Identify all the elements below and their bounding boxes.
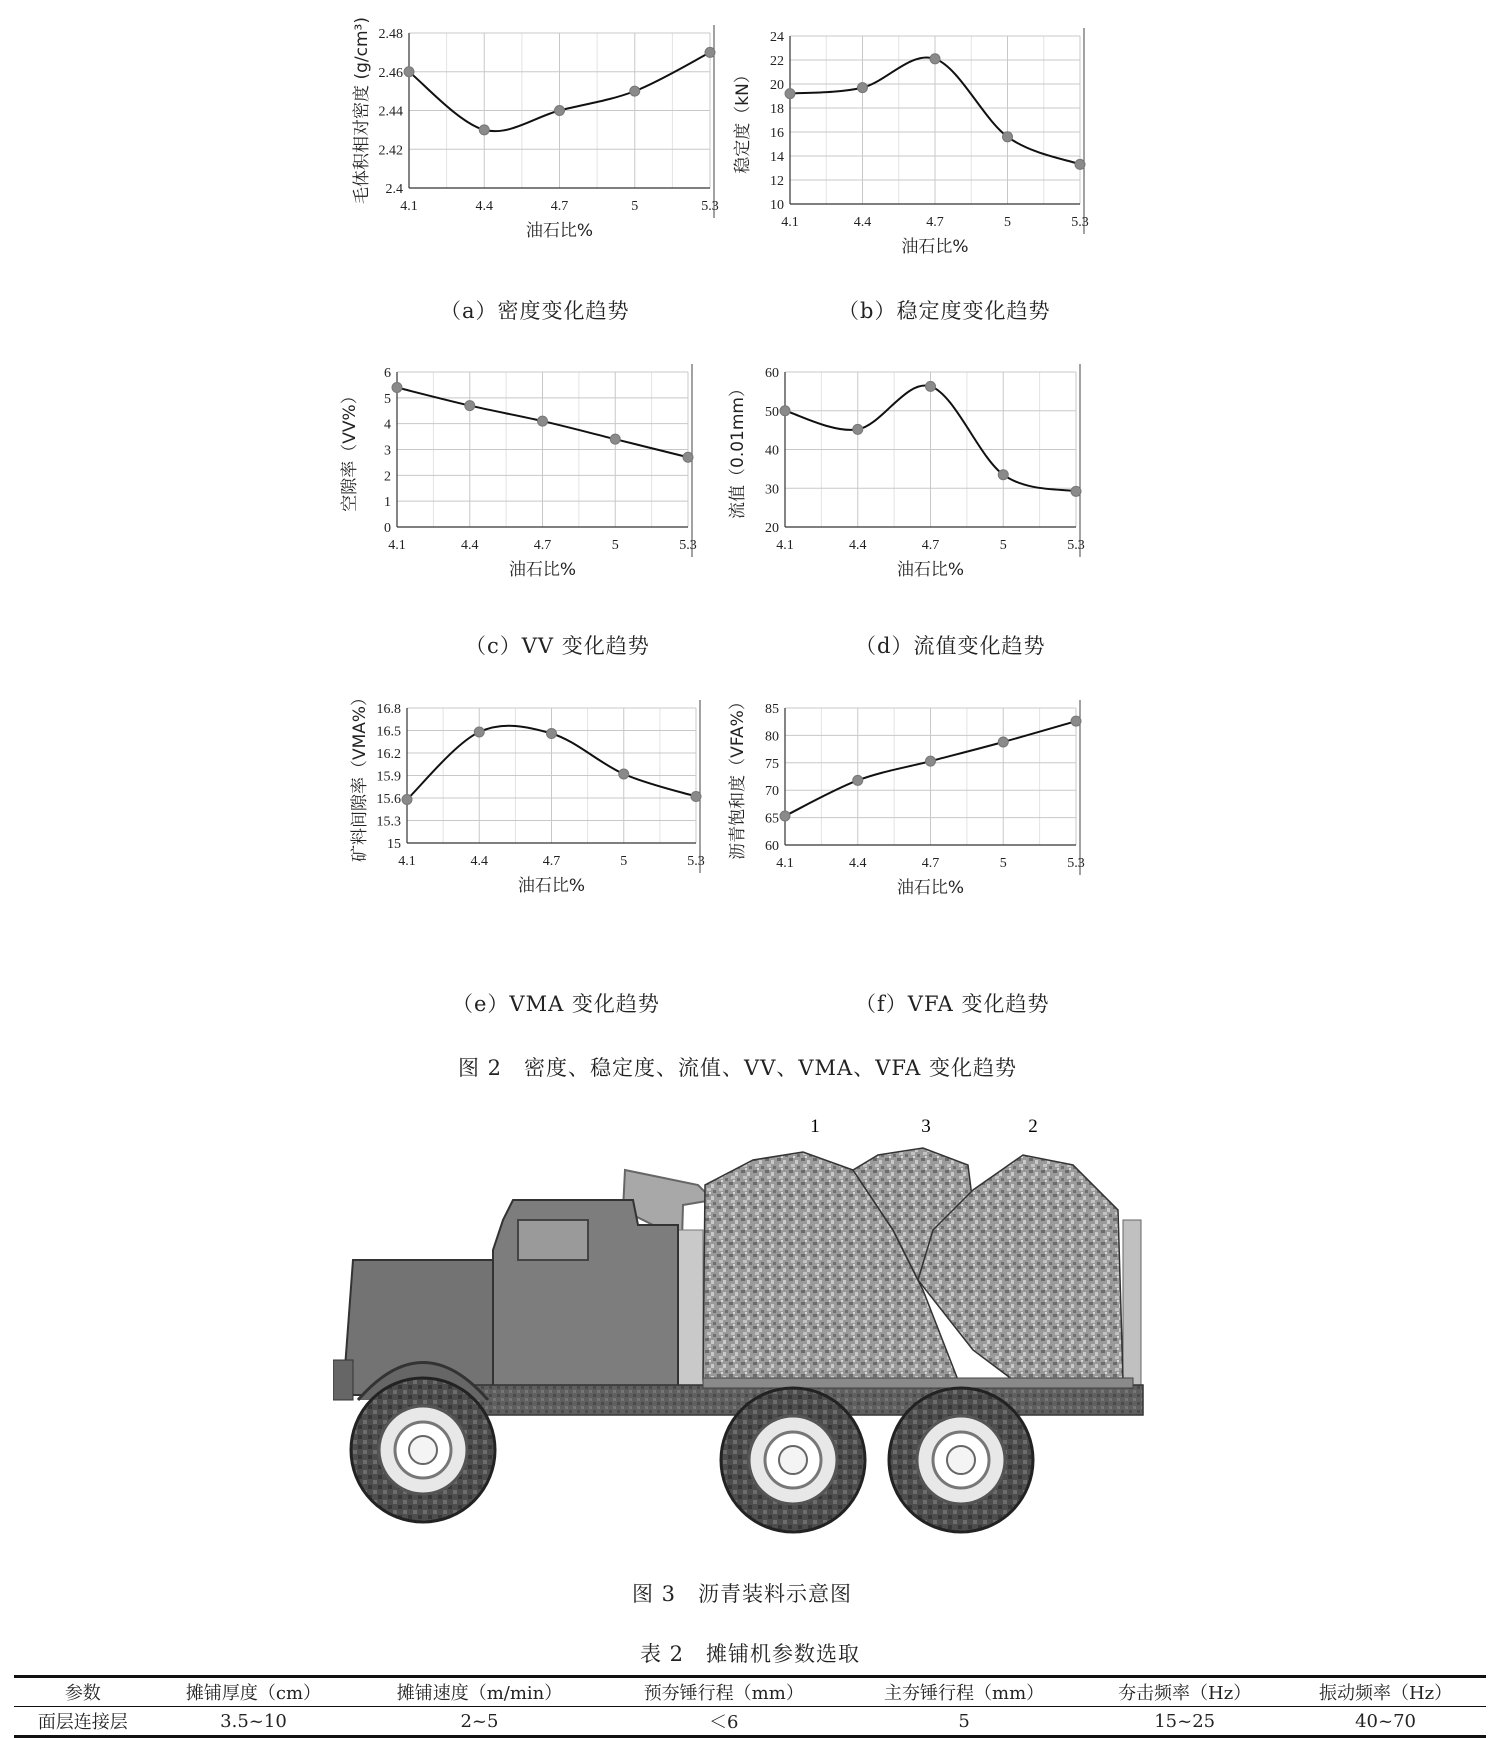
chart-f [728,688,1140,953]
y-tick-label: 6 [384,366,391,381]
data-point [392,383,402,393]
y-axis-label: 沥青饱和度（VFA%） [728,693,748,860]
y-axis-label: 毛体积相对密度 (g/cm³) [352,17,372,204]
subcaption-d: （d）流值变化趋势 [855,634,1046,658]
pile-label-3: 3 [921,1116,931,1137]
table-row [14,1707,1486,1737]
x-tick-label: 5.3 [679,538,697,553]
y-tick-label: 50 [765,404,779,420]
chart-a [352,18,752,263]
x-tick-label: 5.3 [701,199,719,214]
data-point [785,89,795,99]
y-tick-label: 5 [384,391,391,407]
chart-d [728,352,1140,597]
x-axis-label: 油石比% [896,560,965,580]
chart-c-svg [340,352,752,597]
header-cell: 参数 [64,1683,101,1704]
chart-f-svg [728,688,1140,953]
y-tick-label: 2.44 [378,104,403,120]
y-tick-label: 3 [384,443,391,459]
subcaption-a: （a）密度变化趋势 [440,299,630,323]
subcaption-e: （e）VMA 变化趋势 [452,992,660,1016]
data-point [691,792,701,802]
x-tick-label: 4.4 [475,199,493,214]
y-axis-label: 流值（0.01mm） [728,380,748,519]
data-point [619,769,629,779]
subcaption-c: （c）VV 变化趋势 [465,634,650,658]
subcaption-b: （b）稳定度变化趋势 [838,299,1051,323]
x-tick-label: 4.1 [388,538,406,553]
x-tick-label: 5 [999,538,1007,553]
chart-a-svg [352,18,752,263]
data-point [780,406,790,416]
pile-label-2: 2 [1028,1116,1038,1137]
data-point [404,67,414,77]
header-cell: 主夯锤行程（mm） [884,1683,1045,1704]
chart-d-svg [728,352,1140,597]
y-tick-label: 12 [770,174,784,189]
data-point [547,729,557,739]
y-axis-label: 稳定度（kN） [733,66,753,174]
y-tick-label: 16.8 [376,702,401,717]
table-cell: ＜6 [709,1712,739,1733]
x-tick-label: 4.1 [776,538,794,553]
x-tick-label: 4.4 [849,856,867,871]
chart-e-svg [352,688,752,953]
data-point [555,106,565,116]
data-point [630,86,640,96]
x-tick-label: 4.1 [781,215,799,230]
y-tick-label: 2.4 [385,182,403,197]
chart-b-svg [733,18,1140,263]
x-tick-label: 4.7 [542,854,561,869]
table-cell: 面层连接层 [37,1712,128,1733]
y-tick-label: 75 [765,756,779,772]
y-tick-label: 1 [384,495,391,511]
chart-e [352,688,752,953]
x-tick-label: 4.7 [921,856,940,871]
y-tick-label: 24 [770,30,784,45]
x-tick-label: 4.1 [398,854,416,869]
y-axis-label: 空隙率（VV%） [340,387,360,512]
data-point [538,416,548,426]
data-point [780,811,790,821]
x-axis-label: 油石比% [525,221,594,241]
y-tick-label: 15.6 [376,792,401,807]
header-cell: 摊铺速度（m/min） [396,1683,563,1704]
pile-label-1: 1 [810,1116,820,1137]
y-tick-label: 4 [384,417,391,433]
header-cell: 振动频率（Hz） [1318,1683,1453,1704]
x-tick-label: 5.3 [1067,856,1085,871]
data-point [402,795,412,805]
y-tick-label: 65 [765,811,779,827]
data-point [610,434,620,444]
y-tick-label: 0 [384,521,391,536]
y-tick-label: 10 [770,198,784,213]
x-tick-label: 4.1 [400,199,418,214]
y-tick-label: 2.46 [378,65,403,81]
y-tick-label: 80 [765,729,779,745]
y-tick-label: 30 [765,482,779,498]
y-tick-label: 40 [765,443,779,459]
x-tick-label: 5 [631,199,639,214]
chart-c [340,352,752,597]
data-point [926,381,936,391]
rear-wheel-1 [721,1388,865,1532]
bed-floor [703,1378,1133,1388]
paver-parameter-table [14,1675,1486,1738]
data-point [705,47,715,57]
table-cell: 2~5 [460,1710,499,1732]
data-point [683,452,693,462]
data-point [474,727,484,737]
table-cell: 40~70 [1355,1710,1416,1732]
rear-wheel-2 [889,1388,1033,1532]
table-header-row [14,1677,1486,1707]
data-point [465,401,475,411]
x-tick-label: 5.3 [687,854,705,869]
table-cell: 3.5~10 [220,1710,287,1732]
x-tick-label: 4.7 [550,199,569,214]
header-cell: 摊铺厚度（cm） [185,1683,322,1704]
y-tick-label: 15.9 [376,769,401,785]
y-axis-label: 矿料间隙率（VMA%） [350,688,370,863]
y-tick-label: 60 [765,366,779,381]
subcaption-f: （f）VFA 变化趋势 [855,992,1050,1016]
y-tick-label: 85 [765,702,779,717]
x-tick-label: 4.7 [921,538,940,553]
table-cell: 5 [958,1710,970,1732]
x-axis-label: 油石比% [896,878,965,898]
x-tick-label: 4.4 [849,538,867,553]
y-tick-label: 16.2 [376,747,401,762]
chart-b [733,18,1140,263]
figure2-caption: 图 2 密度、稳定度、流值、VV、VMA、VFA 变化趋势 [458,1056,1017,1080]
header-cell: 预夯锤行程（mm） [643,1683,804,1704]
y-tick-label: 70 [765,784,779,800]
data-point [1071,716,1081,726]
y-tick-label: 60 [765,839,779,854]
data-point [998,470,1008,480]
table-cell: 15~25 [1154,1710,1216,1732]
x-tick-label: 5.3 [1071,215,1089,230]
x-tick-label: 4.4 [470,854,488,869]
y-tick-label: 20 [770,78,784,93]
y-tick-label: 22 [770,54,784,69]
y-tick-label: 2.48 [378,27,403,42]
data-point [853,424,863,434]
x-tick-label: 4.1 [776,856,794,871]
data-point [858,83,868,93]
data-point [1075,159,1085,169]
data-point [1071,486,1081,496]
x-axis-label: 油石比% [517,876,586,896]
y-tick-label: 20 [765,521,779,536]
y-tick-label: 15 [387,837,401,852]
data-point [1003,132,1013,142]
y-tick-label: 14 [770,150,784,165]
figure3-caption: 图 3 沥青装料示意图 [632,1582,853,1606]
data-point [926,756,936,766]
front-wheel [351,1378,495,1522]
header-cell: 夯击频率（Hz） [1118,1683,1252,1704]
data-point [853,775,863,785]
x-tick-label: 5 [611,538,619,553]
data-point [998,737,1008,747]
x-tick-label: 5 [1004,215,1011,230]
y-tick-label: 15.3 [376,814,401,830]
truck-bed-rear-wall [1123,1220,1141,1395]
y-tick-label: 16.5 [376,724,401,740]
x-tick-label: 4.7 [926,215,944,230]
data-point [479,125,489,135]
y-tick-label: 2.42 [378,143,403,159]
x-tick-label: 5 [620,854,628,869]
x-tick-label: 4.4 [853,215,872,230]
data-point [930,54,940,64]
table2-caption: 表 2 摊铺机参数选取 [639,1642,861,1666]
x-axis-label: 油石比% [901,237,969,257]
front-bumper [333,1360,353,1400]
cab-window [518,1220,588,1260]
x-tick-label: 5 [999,856,1007,871]
x-tick-label: 4.7 [533,538,552,553]
y-tick-label: 18 [770,102,784,117]
y-tick-label: 16 [770,126,784,141]
x-axis-label: 油石比% [508,560,577,580]
asphalt-truck-illustration [333,1110,1173,1554]
y-tick-label: 2 [384,469,391,485]
x-tick-label: 4.4 [461,538,479,553]
x-tick-label: 5.3 [1067,538,1085,553]
